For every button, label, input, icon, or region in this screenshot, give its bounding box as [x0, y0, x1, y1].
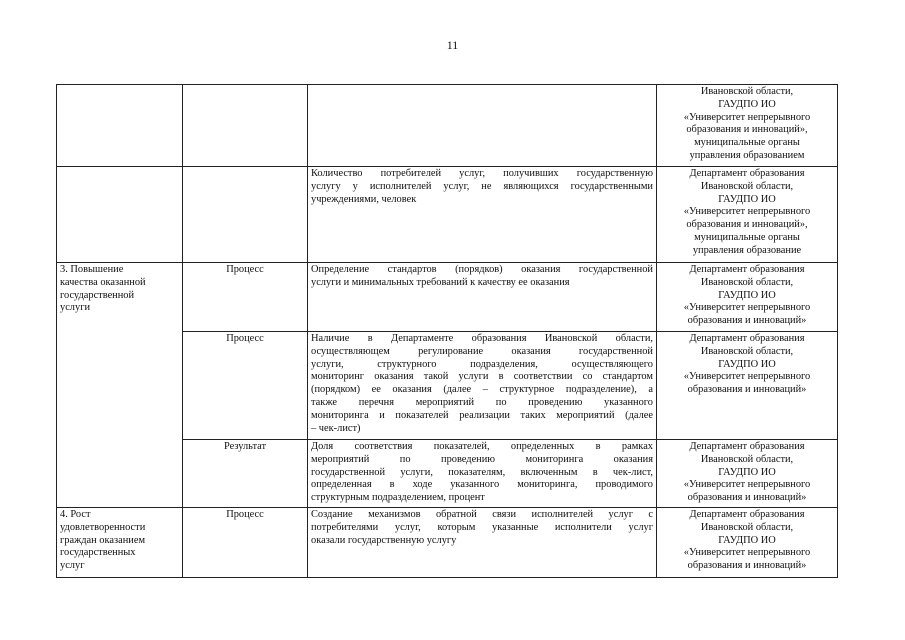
- responsible-line: образования и инноваций»,: [686, 124, 808, 136]
- indicator-cell: [308, 440, 657, 508]
- indicator-cell: [308, 263, 657, 332]
- type-cell: Процесс: [183, 263, 308, 332]
- indicator-line: Создание механизмов обратной связи исполнителей услуг с: [311, 509, 653, 520]
- type-cell: [183, 167, 308, 263]
- responsible-line: муниципальные органы: [694, 231, 800, 243]
- indicator-line: Наличие в Департаменте образования Ивановской области,: [311, 333, 653, 344]
- measures-table: [56, 84, 838, 578]
- responsible-cell: [657, 508, 838, 578]
- responsible-line: ГАУДПО ИО: [718, 534, 776, 546]
- indicator-cell: [308, 332, 657, 440]
- goal-line: удовлетворенности: [60, 521, 146, 533]
- responsible-line: «Университет непрерывного: [683, 479, 811, 491]
- indicator-line: (порядком) ее оказания (далее – структурное подразделение), а: [311, 384, 653, 396]
- indicator-line: учреждениями, человек: [311, 193, 417, 205]
- indicator-cell: [308, 508, 657, 578]
- indicator-line: осуществляющем регулирование оказания государственной: [311, 345, 653, 357]
- goal-cell: [57, 85, 183, 167]
- indicator-line: определенная в ходе указанного мониторинга, проводимого: [311, 479, 653, 491]
- indicator-line: Доля соответствия показателей, определенных в рамках: [311, 441, 653, 452]
- goal-line: 4. Рост: [60, 509, 91, 520]
- type-cell: Результат: [183, 440, 308, 508]
- goal-line: государственных: [60, 547, 136, 559]
- goal-line: граждан оказанием: [60, 534, 146, 546]
- table-row: [57, 167, 838, 263]
- responsible-line: образования и инноваций»: [687, 315, 807, 327]
- type-cell: Процесс: [183, 508, 308, 578]
- type-cell: [183, 85, 308, 167]
- responsible-line: ГАУДПО ИО: [718, 358, 776, 370]
- indicator-line: Определение стандартов (порядков) оказания государственной: [311, 264, 653, 275]
- indicator-cell: [308, 85, 657, 167]
- goal-line: качества оказанной: [60, 276, 146, 288]
- responsible-line: образования и инноваций»: [687, 384, 807, 396]
- responsible-line: Ивановской области,: [700, 345, 794, 357]
- goal-cell: [57, 167, 183, 263]
- responsible-line: Ивановской области,: [700, 180, 794, 192]
- responsible-line: «Университет непрерывного: [683, 206, 811, 218]
- responsible-cell: [657, 167, 838, 263]
- responsible-line: ГАУДПО ИО: [718, 289, 776, 301]
- table-row: [57, 263, 838, 332]
- indicator-line: услуги и минимальных требований к качеству ее оказания: [311, 276, 570, 288]
- indicator-line: Количество потребителей услуг, получивших государственную: [311, 168, 653, 179]
- responsible-cell: [657, 85, 838, 167]
- responsible-cell: [657, 440, 838, 508]
- responsible-line: Ивановской области,: [700, 86, 794, 97]
- responsible-line: Департамент образования: [689, 441, 805, 452]
- responsible-line: Департамент образования: [689, 168, 805, 179]
- responsible-line: Департамент образования: [689, 264, 805, 275]
- goal-cell: [57, 508, 183, 578]
- responsible-line: Департамент образования: [689, 509, 805, 520]
- responsible-line: образования и инноваций»,: [686, 219, 808, 231]
- indicator-line: потребителями услуг, которым указанные исполнители услуг: [311, 521, 653, 533]
- indicator-line: оказали государственную услугу: [311, 534, 457, 546]
- responsible-line: управления образование: [692, 244, 802, 256]
- responsible-line: ГАУДПО ИО: [718, 193, 776, 205]
- indicator-line: мониторинга и показателей реализации таких мероприятий (далее: [311, 409, 653, 421]
- responsible-line: «Университет непрерывного: [683, 547, 811, 559]
- type-cell: Процесс: [183, 332, 308, 440]
- indicator-line: – чек-лист): [311, 422, 361, 434]
- responsible-line: муниципальные органы: [694, 137, 800, 149]
- page-number: 11: [446, 38, 459, 52]
- indicator-line: услугу у исполнителей услуг, не являющихся государственными: [311, 180, 653, 192]
- table-row: [57, 508, 838, 578]
- indicator-line: структурным подразделением, процент: [311, 492, 485, 504]
- responsible-line: образования и инноваций»: [687, 492, 807, 504]
- responsible-line: «Университет непрерывного: [683, 371, 811, 383]
- goal-line: 3. Повышение: [60, 264, 124, 275]
- indicator-line: государственной услуги, показателям, включенным в чек-лист,: [311, 466, 653, 478]
- responsible-cell: [657, 332, 838, 440]
- responsible-line: Ивановской области,: [700, 453, 794, 465]
- goal-line: услуг: [60, 560, 85, 572]
- goal-cell: [57, 263, 183, 508]
- goal-line: государственной: [60, 289, 135, 301]
- responsible-line: Ивановской области,: [700, 276, 794, 288]
- responsible-line: Ивановской области,: [700, 521, 794, 533]
- table-row: [57, 85, 838, 167]
- responsible-line: «Университет непрерывного: [683, 111, 811, 123]
- responsible-line: управления образованием: [689, 149, 805, 161]
- indicator-line: мониторинг оказания такой услуги в соответствии со стандартом: [311, 371, 653, 383]
- responsible-line: ГАУДПО ИО: [718, 98, 776, 110]
- responsible-line: «Университет непрерывного: [683, 302, 811, 314]
- goal-line: услуги: [60, 302, 91, 314]
- indicator-line: мероприятий по проведению мониторинга оказания: [311, 453, 653, 465]
- indicator-line: также перечня мероприятий по проведению указанного: [311, 396, 653, 408]
- responsible-line: ГАУДПО ИО: [718, 466, 776, 478]
- responsible-cell: [657, 263, 838, 332]
- indicator-cell: [308, 167, 657, 263]
- indicator-line: услуги, структурного подразделения, осуществляющего: [311, 358, 653, 370]
- responsible-line: образования и инноваций»: [687, 560, 807, 572]
- responsible-line: Департамент образования: [689, 333, 805, 344]
